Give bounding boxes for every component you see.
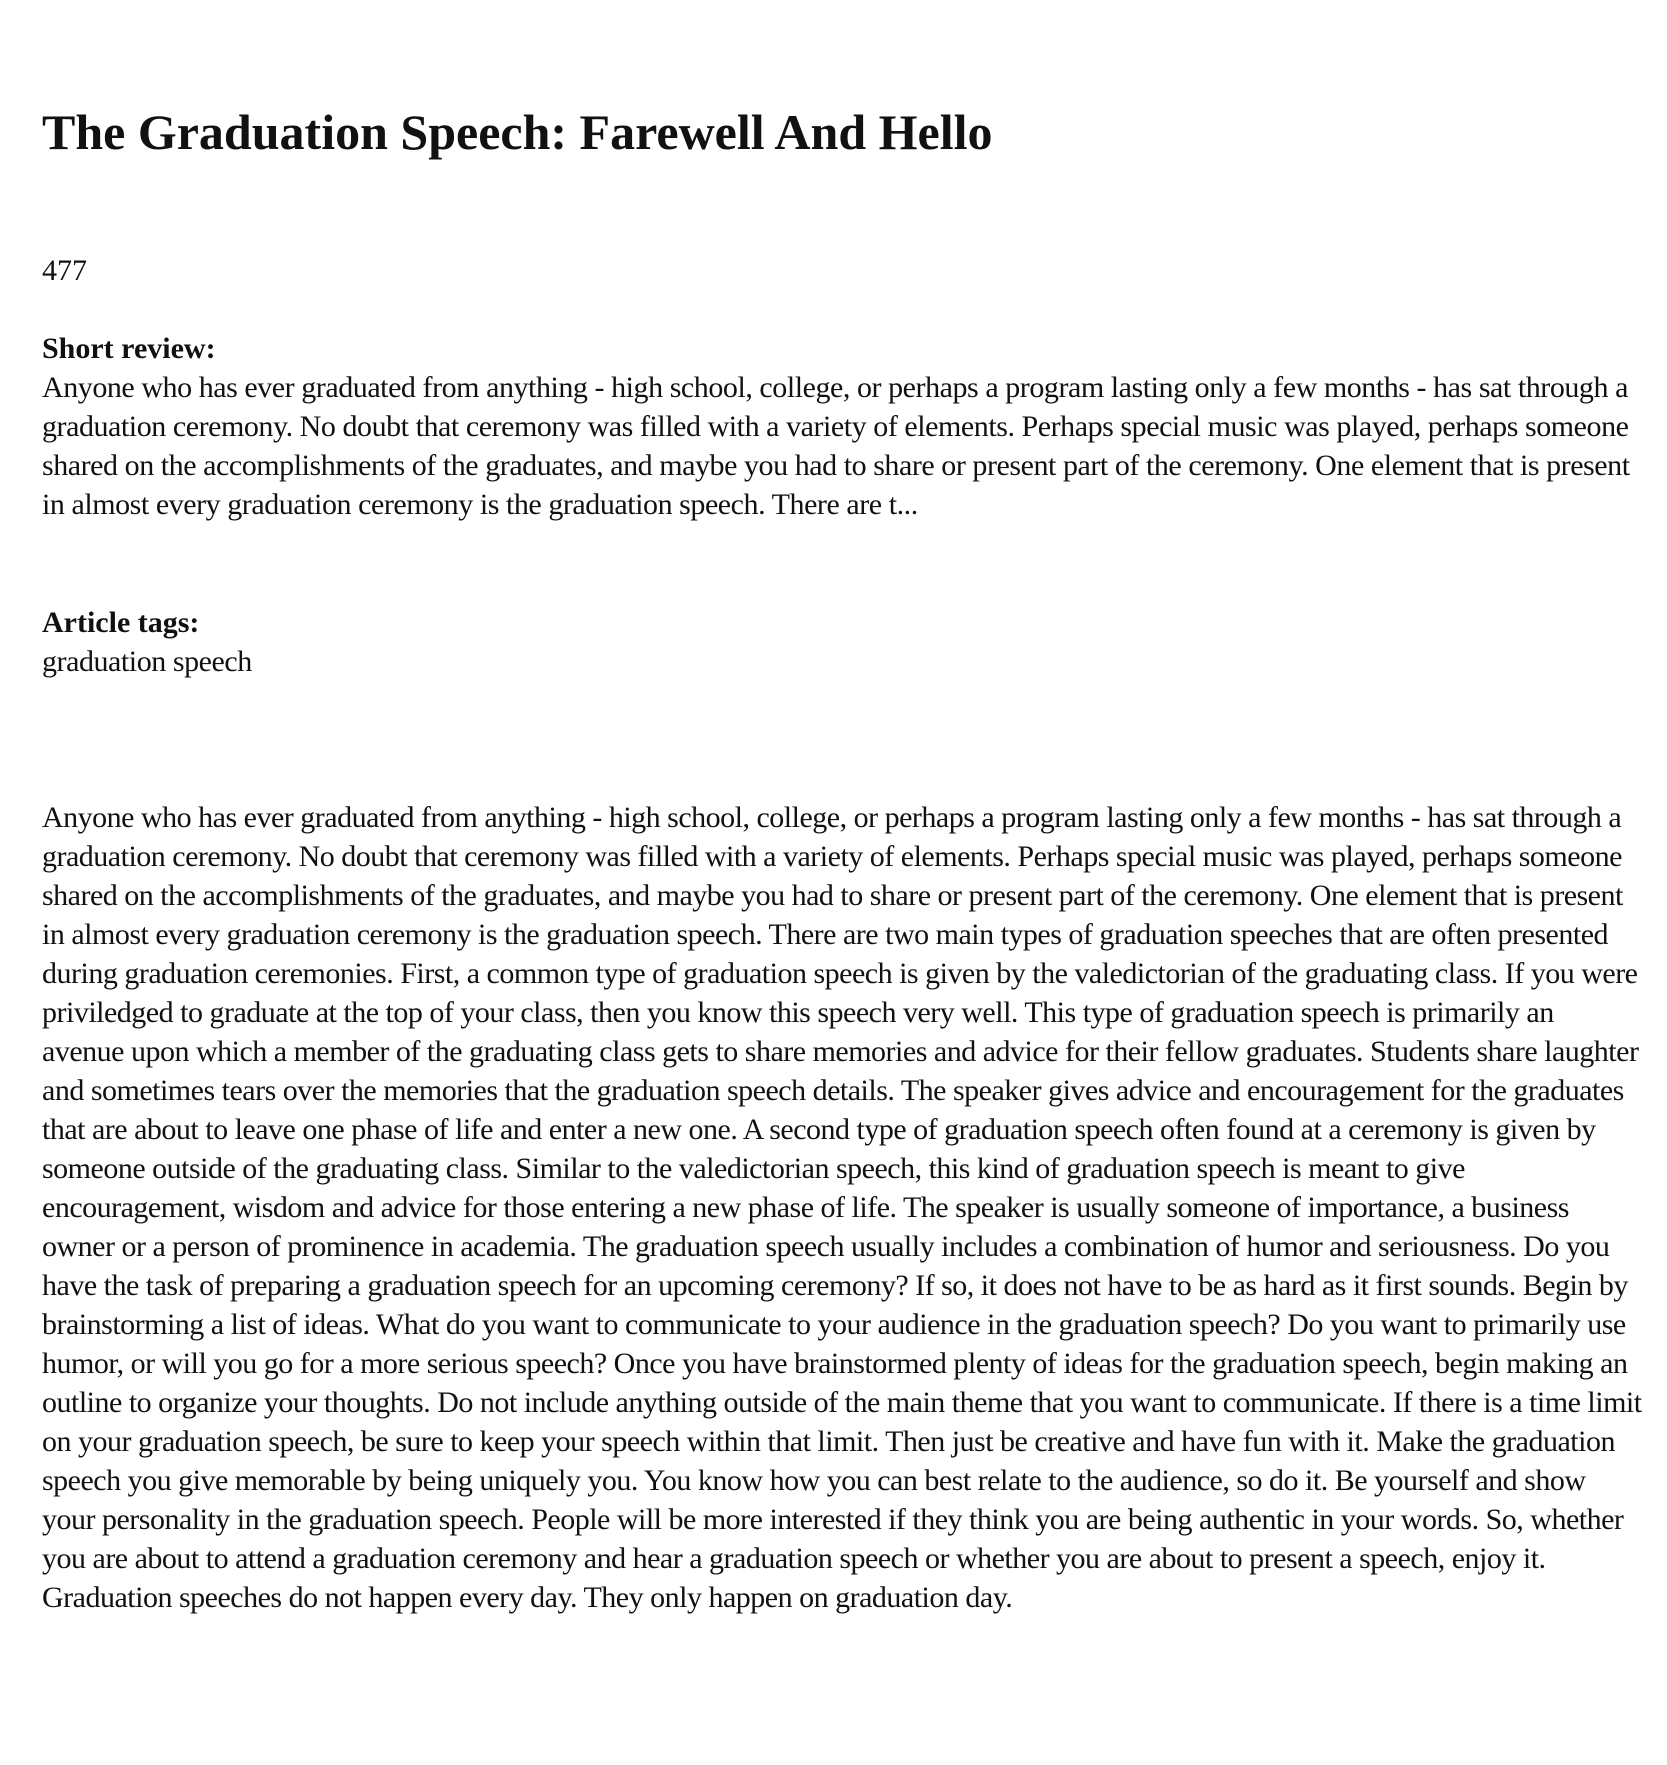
view-count: 477 <box>42 254 87 287</box>
short-review-label: Short review: <box>42 332 216 365</box>
article-tags-section <box>42 603 1642 681</box>
article-tags-label: Article tags: <box>42 606 200 639</box>
article-body <box>42 798 1642 1617</box>
article-body-text: Anyone who has ever graduated from anything - high school, college, or perhaps a program lasting only a few months - has sat through a graduation ceremony. No doubt that ceremony was filled with a variety of elements. Perhaps special music was played, perhaps someone shared on the accomplishments of the graduates, and maybe you had to share or present part of the ceremony. One element that is present in almost every graduation ceremony is the graduation speech. There are two main types of graduation speeches that are often presented during graduation ceremonies. First, a common type of graduation speech is given by the valedictorian of the graduating class. If you were priviledged to graduate at the top of your class, then you know this speech very well. This type of graduation speech is primarily an avenue upon which a member of the graduating class gets to share memories and advice for their fellow graduates. Students share laughter and sometimes tears over the memories that the graduation speech details. The speaker gives advice and encouragement for the graduates that are about to leave one phase of life and enter a new one. A second type of graduation speech often found at a ceremony is given by someone outside of the graduating class. Similar to the valedictorian speech, this kind of graduation speech is meant to give encouragement, wisdom and advice for those entering a new phase of life. The speaker is usually someone of importance, a business owner or a person of prominence in academia. The graduation speech usually includes a combination of humor and seriousness. Do you have the task of preparing a graduation speech for an upcoming ceremony? If so, it does not have to be as hard as it first sounds. Begin by brainstorming a list of ideas. What do you want to communicate to your audience in the graduation speech? Do you want to primarily use humor, or will you go for a more serious speech? Once you have brainstormed plenty of ideas for the graduation speech, begin making an outline to organize your thoughts. Do not include anything outside of the main theme that you want to communicate. If there is a time limit on your graduation speech, be sure to keep your speech within that limit. Then just be creative and have fun with it. Make the graduation speech you give memorable by being uniquely you. You know how you can best relate to the audience, so do it. Be yourself and show your personality in the graduation speech. People will be more interested if they think you are being authentic in your words. So, whether you are about to attend a graduation ceremony and hear a graduation speech or whether you are about to present a speech, enjoy it. Graduation speeches do not happen every day. They only happen on graduation day. <box>42 801 1642 1614</box>
short-review-text: Anyone who has ever graduated from anything - high school, college, or perhaps a program lasting only a few months - has sat through a graduation ceremony. No doubt that ceremony was filled with a variety of elements. Perhaps special music was played, perhaps someone shared on the accomplishments of the graduates, and maybe you had to share or present part of the ceremony. One element that is present in almost every graduation ceremony is the graduation speech. There are t... <box>42 371 1630 521</box>
page-title: The Graduation Speech: Farewell And Hello <box>42 104 993 160</box>
article-tags-value: graduation speech <box>42 645 252 678</box>
short-review-section <box>42 329 1642 524</box>
